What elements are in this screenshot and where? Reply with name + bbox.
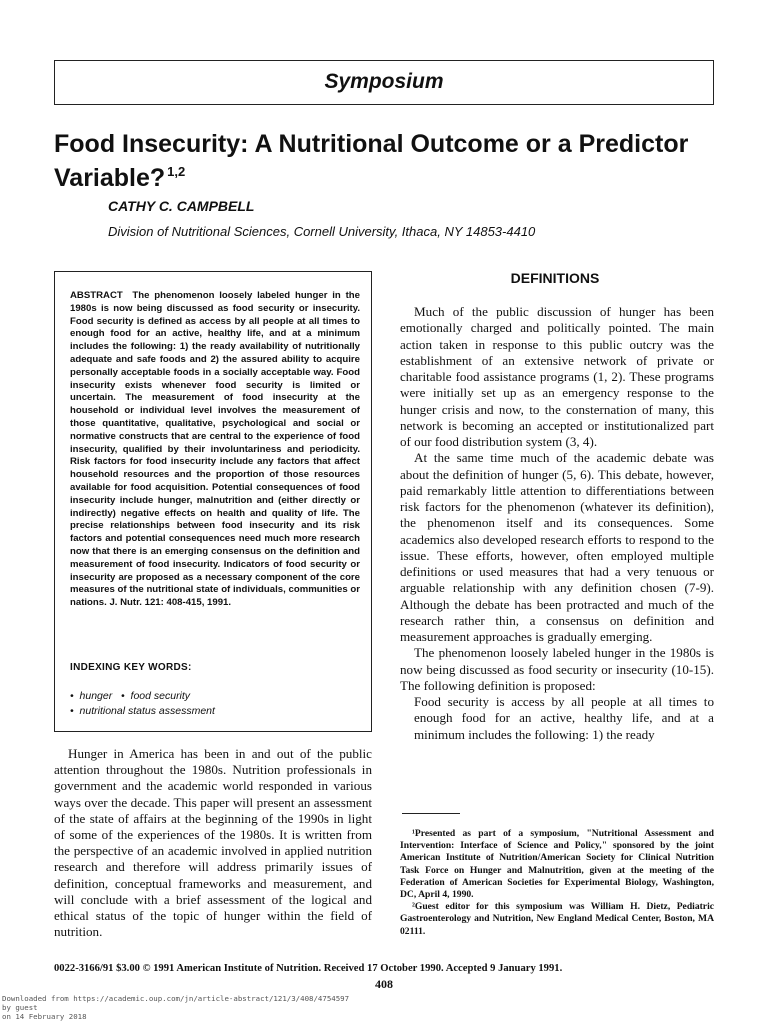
abstract-label: ABSTRACT <box>70 290 123 301</box>
definitions-heading: DEFINITIONS <box>510 270 600 286</box>
footnotes <box>400 828 714 938</box>
keyword-nutritional-status: nutritional status assessment <box>79 705 215 717</box>
paragraph: Hunger in America has been in and out of the public attention throughout the 1980s. Nutrition professionals in government and the academic world responded in various ways over the decade. This paper will present an assessment of the state of affairs at the beginning of the 1990s in light of some of the experiences of the 1980s. It is written from the perspective of an academic involved in applied nutrition research and therefore will address primarily issues of definition, conceptual frameworks and measurement, and will conclude with a brief assessment of the logical and ethical status of the topic of hunger within the field of nutrition. <box>54 746 372 940</box>
author-affiliation: Division of Nutritional Sciences, Cornell University, Ithaca, NY 14853-4410 <box>108 224 536 239</box>
keyword-hunger: hunger <box>79 690 113 702</box>
article-title-text: Food Insecurity: A Nutritional Outcome or a Predictor Variable? <box>54 130 689 192</box>
keyword-line-2 <box>70 705 215 717</box>
abstract <box>70 290 360 610</box>
footnote-1: ¹Presented as part of a symposium, "Nutritional Assessment and Intervention: Interface of Science and Policy," sponsored by the joint American Institute of Nutrition/American Society for Clinical Nutrition Task Force on Hunger and Malnutrition, given at the meeting of the Federation of American Societies for Experimental Biology, Washington, DC, April 4, 1990. <box>400 828 714 901</box>
keyword-line-1 <box>70 690 190 702</box>
download-notice-line-2: by guest <box>2 1003 38 1012</box>
page-number: 408 <box>375 977 393 991</box>
paragraph: The phenomenon loosely labeled hunger in the 1980s is now being discussed as food security or insecurity (10-15). The following definition is proposed: <box>400 645 714 693</box>
citation-line: 0022-3166/91 $3.00 © 1991 American Institute of Nutrition. Received 17 October 1990. Accepted 9 January 1991. <box>54 963 563 974</box>
indexing-heading: INDEXING KEY WORDS: <box>70 662 192 673</box>
definitions-text <box>400 304 714 743</box>
author-name: CATHY C. CAMPBELL <box>108 198 255 214</box>
section-label: Symposium <box>324 70 444 93</box>
download-notice-line-3: on 14 February 2018 <box>2 1012 87 1021</box>
definition-quote: Food security is access by all people at all times to enough food for an active, healthy life, and at a minimum includes the following: 1) the ready <box>414 694 714 742</box>
introduction-text <box>54 746 372 940</box>
footnote-divider <box>402 813 460 814</box>
paragraph: Much of the public discussion of hunger has been emotionally charged and politically pointed. The main action taken in response to this public outcry was the establishment of an extensive network of private or charitable food assistance programs (1, 2). These programs were initially set up as an emergency response to the hunger crisis and now, to the consternation of many, this network is becoming an accepted or institutionalized part of our food distribution system (3, 4). <box>400 304 714 449</box>
download-notice-line-1: Downloaded from https://academic.oup.com/jn/article-abstract/121/3/408/4754597 <box>2 994 350 1003</box>
article-title <box>54 130 714 192</box>
paragraph: At the same time much of the academic debate was about the definition of hunger (5, 6). This debate, however, paid remarkably little attention to differentiations between risk factors for the phenomenon (whatever its definition), the phenomenon itself and its consequences. Some academics also developed research efforts to respond to the issue. These efforts, however, often employed multiple definitions or used measures that had a very tenuous or arguable relationship with any definition chosen (7-9). Although the debate has been protracted and much of the research rather thin, a consensus on definition and measurement approaches is gradually emerging. <box>400 450 714 644</box>
bullet-icon: • <box>70 705 74 717</box>
title-footnote-markers: 1,2 <box>167 164 186 179</box>
footnote-2: ²Guest editor for this symposium was William H. Dietz, Pediatric Gastroenterology and Nutrition, New England Medical Center, Boston, MA 02111. <box>400 901 714 937</box>
bullet-icon: • <box>70 690 74 702</box>
keyword-food-security: food security <box>130 690 191 702</box>
abstract-text: The phenomenon loosely labeled hunger in the 1980s is now being discussed as food security or insecurity. Food security is defined as access by all people at all times to enough food for an active, healthy life, and at a minimum includes the following: 1) the ready availability of nutritionally adequate and safe foods and 2) the assured ability to acquire personally acceptable foods in a socially acceptable way. Food insecurity exists whenever food security is limited or uncertain. The measurement of food insecurity at the household or individual level involves the measurement of those quantitative, qualitative, psychological and social or normative constructs that are central to the experience of food insecurity, qualified by their involuntariness and periodicity. Risk factors for food insecurity include any factors that affect household resources and the proportion of those resources available for food acquisition. Potential consequences of food insecurity include hunger, malnutrition and (either directly or indirectly) negative effects on health and quality of life. The precise relationships between food insecurity and its risk factors and potential consequences need much more research now that there is an emerging consensus on the definition and measurement of food insecurity. Indicators of food security or insecurity are proposed as a necessary component of the core measures of the nutritional state of individuals, communities or nations. J. Nutr. 121: 408-415, 1991. <box>70 290 360 609</box>
section-header-box <box>54 60 714 105</box>
bullet-icon: • <box>121 690 125 702</box>
